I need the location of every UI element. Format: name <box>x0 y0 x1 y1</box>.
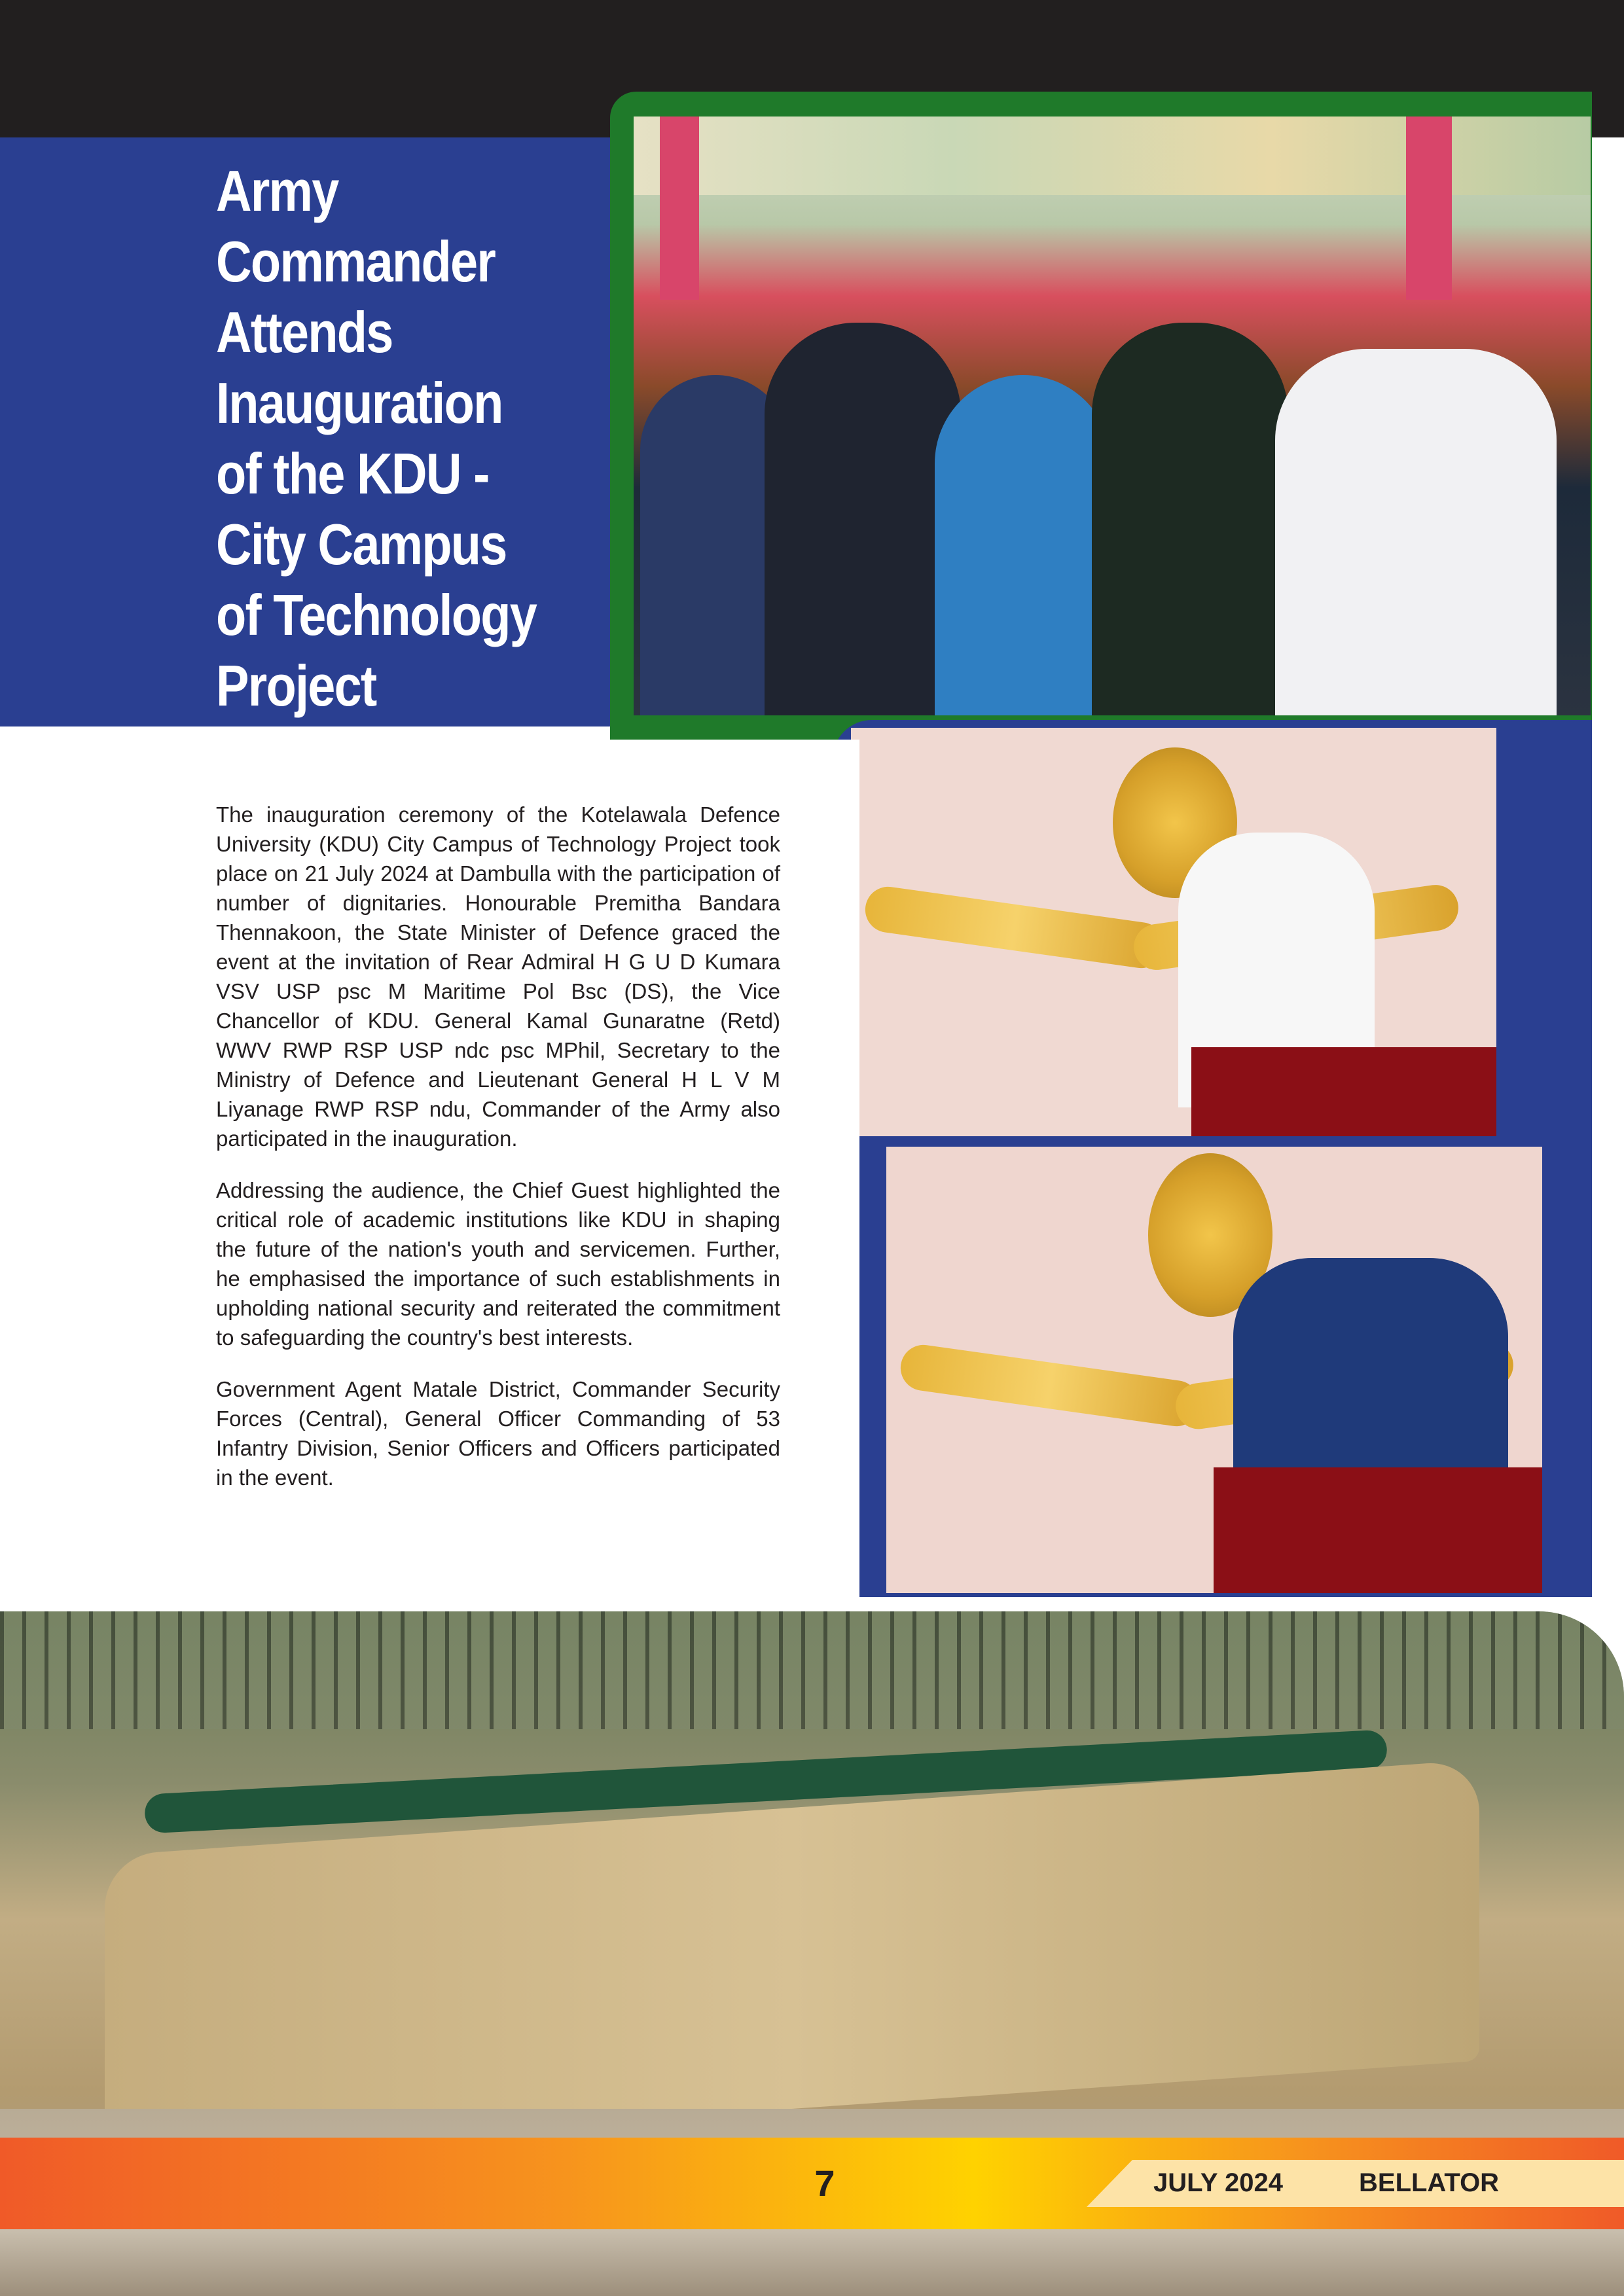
issue-date: JULY 2024 <box>1153 2168 1283 2197</box>
vice-chancellor-speech-photo <box>851 728 1496 1136</box>
article-body <box>216 800 780 1515</box>
title-line: Inauguration <box>216 370 503 435</box>
title-line: of the KDU - <box>216 441 489 506</box>
article-paragraph: Government Agent Matale District, Commander Security Forces (Central), General Officer Commanding of 53 Infantry Division, Senior Officers and Officers participated in the event. <box>216 1377 780 1490</box>
title-line: of Technology <box>216 583 537 647</box>
article-paragraph: Addressing the audience, the Chief Guest highlighted the critical role of academic institutions like KDU in shaping the future of the nation's youth and servicemen. Further, he emphasised the importance of such establishments in upholding national security and reiterated the commitment to safeguarding the country's best interests. <box>216 1178 780 1350</box>
article-paragraph: The inauguration ceremony of the Kotelawala Defence University (KDU) City Campus of Technology Project took place on 21 July 2024 at Dambulla with the participation of number of dignitaries. Honourable Premitha Bandara Thennakoon, the State Minister of Defence graced the event at the invitation of Rear Admiral H G U D Kumara VSV USP psc M Maritime Pol Bsc (DS), the Vice Chancellor of KDU. General Kamal Gunaratne (Retd) WWV RWP RSP USP ndc psc MPhil, Secretary to the Ministry of Defence and Lieutenant General H L V M Liyanage RWP RSP ndu, Commander of the Army also participated in the inauguration. <box>216 802 780 1151</box>
magazine-name: BELLATOR <box>1359 2168 1500 2197</box>
page-number: 7 <box>814 2162 835 2204</box>
state-minister-speech-photo <box>886 1147 1542 1593</box>
title-line: Commander <box>216 229 496 294</box>
title-line: City Campus <box>216 512 507 577</box>
title-line: Project <box>216 653 376 718</box>
bottom-photo-strip <box>0 2229 1624 2296</box>
title-line: Army <box>216 158 338 223</box>
dignitaries-photo <box>634 117 1591 715</box>
article-title <box>216 156 537 721</box>
title-line: Attends <box>216 300 393 365</box>
